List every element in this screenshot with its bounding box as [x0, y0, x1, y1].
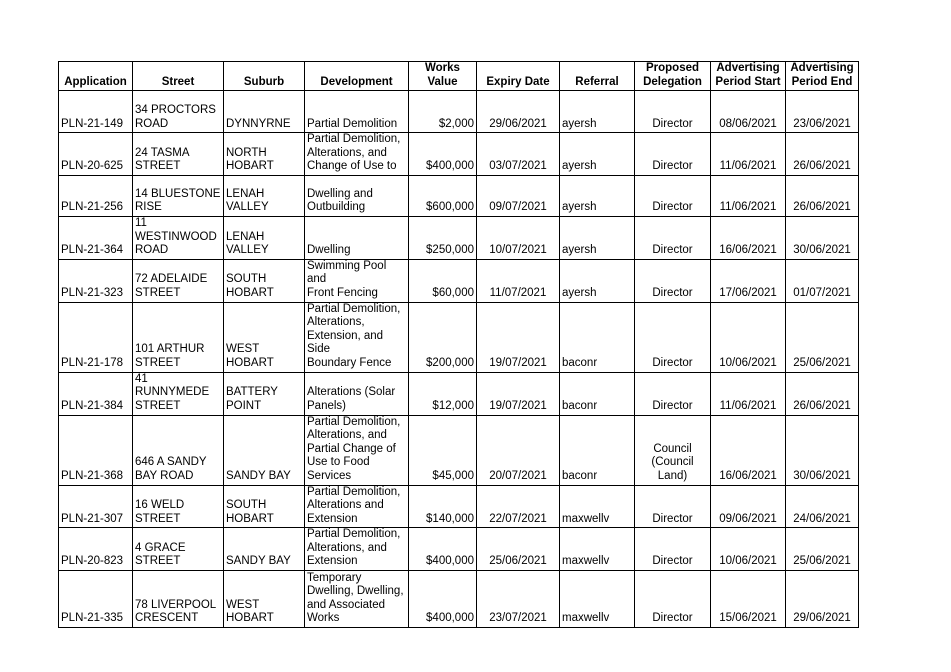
- cell-adv-end: 30/06/2021: [786, 415, 859, 485]
- cell-works-value: $400,000: [409, 133, 477, 176]
- cell-application: PLN-21-256: [59, 175, 133, 216]
- cell-works-value: $60,000: [409, 259, 477, 302]
- cell-adv-start: 11/06/2021: [711, 133, 786, 176]
- header-referral: Referral: [560, 62, 635, 91]
- cell-referral: baconr: [560, 415, 635, 485]
- cell-adv-start: 10/06/2021: [711, 528, 786, 571]
- cell-suburb: LENAH VALLEY: [224, 216, 305, 259]
- cell-adv-end: 01/07/2021: [786, 259, 859, 302]
- cell-works-value: $400,000: [409, 528, 477, 571]
- cell-street: 41 RUNNYMEDE STREET: [133, 372, 224, 415]
- cell-adv-end: 29/06/2021: [786, 571, 859, 628]
- header-adv-end: Advertising Period End: [786, 62, 859, 91]
- cell-street: 4 GRACE STREET: [133, 528, 224, 571]
- cell-works-value: $12,000: [409, 372, 477, 415]
- cell-adv-end: 26/06/2021: [786, 175, 859, 216]
- cell-application: PLN-21-149: [59, 91, 133, 133]
- cell-expiry-date: 22/07/2021: [477, 485, 560, 528]
- table-row: [59, 175, 859, 216]
- cell-street: 72 ADELAIDE STREET: [133, 259, 224, 302]
- cell-referral: maxwellv: [560, 485, 635, 528]
- cell-expiry-date: 11/07/2021: [477, 259, 560, 302]
- cell-development: Partial Demolition: [305, 91, 409, 133]
- header-street: Street: [133, 62, 224, 91]
- cell-application: PLN-21-384: [59, 372, 133, 415]
- table-row: [59, 91, 859, 133]
- table-row: [59, 372, 859, 415]
- cell-adv-end: 26/06/2021: [786, 372, 859, 415]
- cell-works-value: $140,000: [409, 485, 477, 528]
- cell-suburb: NORTH HOBART: [224, 133, 305, 176]
- cell-development: Partial Demolition, Alterations, and Extension: [305, 528, 409, 571]
- cell-delegation: Director: [635, 175, 711, 216]
- cell-delegation: Council (Council Land): [635, 415, 711, 485]
- cell-suburb: WEST HOBART: [224, 571, 305, 628]
- cell-application: PLN-21-178: [59, 302, 133, 372]
- cell-street: 34 PROCTORS ROAD: [133, 91, 224, 133]
- cell-suburb: SANDY BAY: [224, 528, 305, 571]
- cell-delegation: Director: [635, 302, 711, 372]
- cell-delegation: Director: [635, 133, 711, 176]
- header-development: Development: [305, 62, 409, 91]
- cell-suburb: LENAH VALLEY: [224, 175, 305, 216]
- cell-development: Dwelling and Outbuilding: [305, 175, 409, 216]
- cell-application: PLN-21-323: [59, 259, 133, 302]
- cell-development: Partial Demolition, Alterations, Extension, and Side Boundary Fence: [305, 302, 409, 372]
- cell-adv-start: 09/06/2021: [711, 485, 786, 528]
- cell-works-value: $250,000: [409, 216, 477, 259]
- cell-adv-start: 10/06/2021: [711, 302, 786, 372]
- cell-referral: ayersh: [560, 216, 635, 259]
- cell-street: 101 ARTHUR STREET: [133, 302, 224, 372]
- cell-suburb: DYNNYRNE: [224, 91, 305, 133]
- cell-development: Alterations (Solar Panels): [305, 372, 409, 415]
- cell-street: 14 BLUESTONE RISE: [133, 175, 224, 216]
- cell-development: Partial Demolition, Alterations, and Partial Change of Use to Food Services: [305, 415, 409, 485]
- cell-suburb: SOUTH HOBART: [224, 259, 305, 302]
- cell-delegation: Director: [635, 571, 711, 628]
- cell-street: 646 A SANDY BAY ROAD: [133, 415, 224, 485]
- cell-application: PLN-21-307: [59, 485, 133, 528]
- cell-delegation: Director: [635, 485, 711, 528]
- cell-adv-start: 11/06/2021: [711, 175, 786, 216]
- cell-referral: baconr: [560, 372, 635, 415]
- cell-works-value: $45,000: [409, 415, 477, 485]
- cell-adv-start: 16/06/2021: [711, 216, 786, 259]
- cell-development: Partial Demolition, Alterations, and Change of Use to: [305, 133, 409, 176]
- cell-works-value: $200,000: [409, 302, 477, 372]
- cell-adv-start: 15/06/2021: [711, 571, 786, 628]
- table-row: [59, 302, 859, 372]
- cell-works-value: $400,000: [409, 571, 477, 628]
- cell-delegation: Director: [635, 259, 711, 302]
- header-row: [59, 62, 859, 91]
- table-row: [59, 259, 859, 302]
- cell-adv-start: 16/06/2021: [711, 415, 786, 485]
- cell-delegation: Director: [635, 372, 711, 415]
- cell-referral: ayersh: [560, 91, 635, 133]
- table-row: [59, 133, 859, 176]
- cell-works-value: $600,000: [409, 175, 477, 216]
- header-expiry-date: Expiry Date: [477, 62, 560, 91]
- cell-development: Temporary Dwelling, Dwelling, and Associated Works: [305, 571, 409, 628]
- table-row: [59, 571, 859, 628]
- table-row: [59, 415, 859, 485]
- header-adv-start: Advertising Period Start: [711, 62, 786, 91]
- cell-adv-end: 25/06/2021: [786, 528, 859, 571]
- cell-expiry-date: 10/07/2021: [477, 216, 560, 259]
- table-row: [59, 485, 859, 528]
- applications-sheet: [58, 61, 859, 628]
- header-application: Application: [59, 62, 133, 91]
- cell-street: 11 WESTINWOOD ROAD: [133, 216, 224, 259]
- cell-application: PLN-21-368: [59, 415, 133, 485]
- cell-expiry-date: 23/07/2021: [477, 571, 560, 628]
- header-suburb: Suburb: [224, 62, 305, 91]
- cell-adv-start: 17/06/2021: [711, 259, 786, 302]
- cell-referral: ayersh: [560, 259, 635, 302]
- header-delegation: Proposed Delegation: [635, 62, 711, 91]
- cell-adv-end: 23/06/2021: [786, 91, 859, 133]
- cell-works-value: $2,000: [409, 91, 477, 133]
- cell-suburb: SANDY BAY: [224, 415, 305, 485]
- cell-expiry-date: 29/06/2021: [477, 91, 560, 133]
- cell-adv-end: 25/06/2021: [786, 302, 859, 372]
- cell-street: 78 LIVERPOOL CRESCENT: [133, 571, 224, 628]
- cell-expiry-date: 25/06/2021: [477, 528, 560, 571]
- cell-application: PLN-20-625: [59, 133, 133, 176]
- cell-application: PLN-21-335: [59, 571, 133, 628]
- cell-expiry-date: 20/07/2021: [477, 415, 560, 485]
- header-works-value: Works Value: [409, 62, 477, 91]
- cell-expiry-date: 03/07/2021: [477, 133, 560, 176]
- cell-development: Dwelling: [305, 216, 409, 259]
- cell-referral: ayersh: [560, 133, 635, 176]
- cell-referral: maxwellv: [560, 571, 635, 628]
- cell-street: 24 TASMA STREET: [133, 133, 224, 176]
- applications-table: [58, 61, 859, 628]
- cell-street: 16 WELD STREET: [133, 485, 224, 528]
- cell-development: Partial Demolition, Alterations and Extension: [305, 485, 409, 528]
- cell-suburb: WEST HOBART: [224, 302, 305, 372]
- cell-adv-start: 08/06/2021: [711, 91, 786, 133]
- cell-application: PLN-20-823: [59, 528, 133, 571]
- cell-adv-end: 30/06/2021: [786, 216, 859, 259]
- cell-suburb: BATTERY POINT: [224, 372, 305, 415]
- cell-referral: baconr: [560, 302, 635, 372]
- cell-expiry-date: 19/07/2021: [477, 302, 560, 372]
- cell-suburb: SOUTH HOBART: [224, 485, 305, 528]
- cell-delegation: Director: [635, 91, 711, 133]
- cell-development: Swimming Pool and Front Fencing: [305, 259, 409, 302]
- cell-adv-start: 11/06/2021: [711, 372, 786, 415]
- cell-delegation: Director: [635, 216, 711, 259]
- cell-adv-end: 24/06/2021: [786, 485, 859, 528]
- cell-application: PLN-21-364: [59, 216, 133, 259]
- cell-delegation: Director: [635, 528, 711, 571]
- cell-referral: maxwellv: [560, 528, 635, 571]
- cell-expiry-date: 19/07/2021: [477, 372, 560, 415]
- cell-adv-end: 26/06/2021: [786, 133, 859, 176]
- table-row: [59, 528, 859, 571]
- table-row: [59, 216, 859, 259]
- cell-referral: ayersh: [560, 175, 635, 216]
- cell-expiry-date: 09/07/2021: [477, 175, 560, 216]
